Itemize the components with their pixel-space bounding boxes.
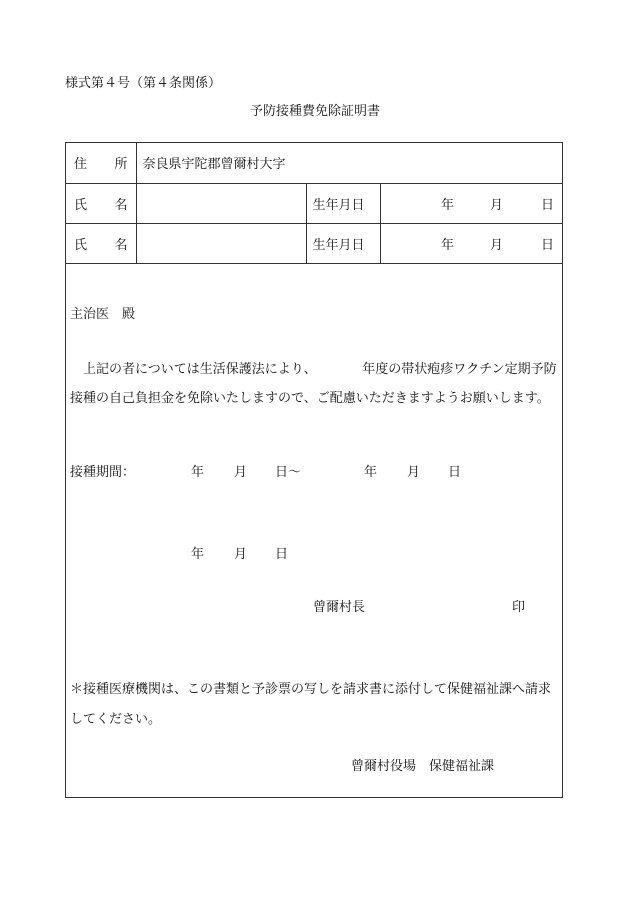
form-number: 様式第４号（第４条関係） (65, 76, 222, 91)
birth-date-value: 年 月 日 (380, 183, 562, 223)
period-end-date: 年 月 日 (364, 465, 462, 480)
address-value: 奈良県宇陀郡曾爾村大字 (136, 143, 562, 183)
address-label: 住 所 (66, 143, 136, 183)
address-row (66, 143, 562, 183)
name-label: 氏 名 (66, 223, 136, 263)
issuer-title: 曾爾村長 (313, 600, 366, 615)
person-row-1 (66, 183, 562, 223)
document-title: 予防接種費免除証明書 (249, 104, 380, 119)
issue-date: 年 月 日 (191, 547, 289, 562)
department-name: 曾爾村役場 保健福祉課 (351, 759, 495, 774)
name-value (136, 183, 306, 223)
applicant-info-table (66, 143, 562, 264)
addressee: 主治医 殿 (70, 307, 136, 322)
period-start-date: 年 月 日〜 (191, 465, 302, 480)
name-value (136, 223, 306, 263)
certificate-form (65, 142, 563, 798)
period-label: 接種期間： (70, 465, 136, 480)
person-row-2 (66, 223, 562, 263)
seal-mark: 印 (512, 600, 526, 615)
birth-date-value: 年 月 日 (380, 223, 562, 263)
birth-label: 生年月日 (306, 223, 380, 263)
name-label: 氏 名 (66, 183, 136, 223)
submission-note: ＊接種医療機関は、この書類と予診票の写しを請求書に添付して保健福祉課へ請求してください。 (70, 682, 552, 727)
certificate-statement: 上記の者については生活保護法により、 年度の帯状疱疹ワクチン定期予防接種の自己負担金を免除いたしますので、ご配慮いただきますようお願いします。 (70, 362, 557, 406)
birth-label: 生年月日 (306, 183, 380, 223)
